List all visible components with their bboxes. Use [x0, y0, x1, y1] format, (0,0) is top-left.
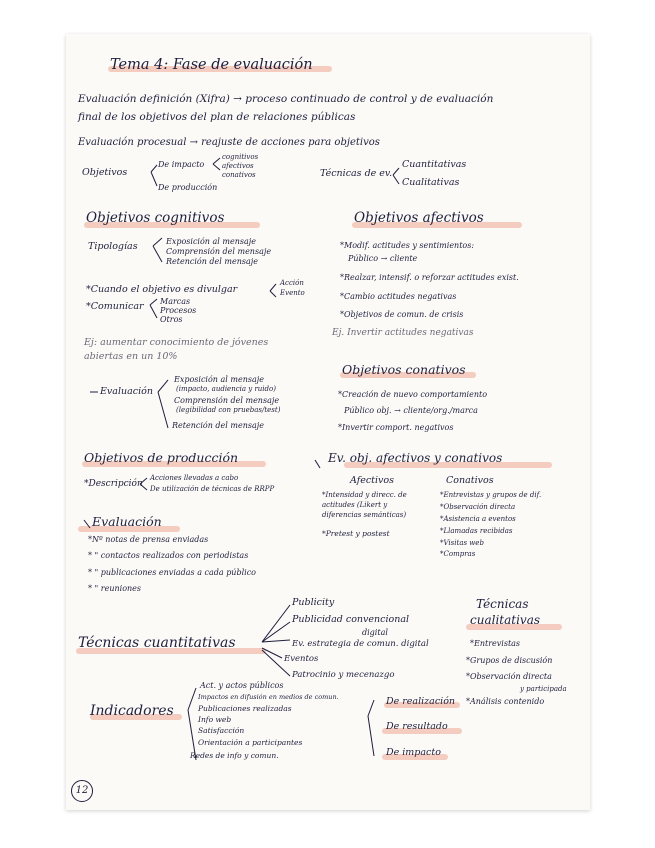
ev-afectivos-col1-item-1: actitudes (Likert y	[322, 501, 388, 509]
cog-ev-item-0: Exposición al mensaje	[174, 375, 264, 384]
cognitivos-evaluacion-label: Evaluación	[100, 386, 153, 397]
evaluacion-item-0: *Nº notas de prensa enviadas	[88, 535, 209, 544]
cualitativas-item-0: *Entrevistas	[470, 639, 521, 648]
intro-line-2: final de los objetivos del plan de relaciones públicas	[78, 111, 356, 123]
indicadores-item-6: Redes de info y comun.	[190, 751, 279, 760]
evaluacion-item-1: * " contactos realizados con periodistas	[88, 551, 249, 560]
cualitativas-item-1: *Grupos de discusión	[466, 656, 553, 665]
indicadores-item-3: Info web	[198, 715, 232, 724]
tipologia-2: Retención del mensaje	[166, 257, 258, 266]
indicador-type-realizacion: De realización	[386, 696, 456, 707]
conativos-item-2: *Invertir comport. negativos	[338, 423, 454, 432]
afectivos-heading: Objetivos afectivos	[354, 210, 484, 226]
impacto-sub-2: conativos	[222, 171, 256, 179]
evaluacion-item-2: * " publicaciones enviadas a cada público	[88, 568, 256, 577]
cuantitativas-item-0: Publicity	[292, 597, 335, 608]
difundir-item-1: Evento	[280, 289, 305, 297]
comunicar-label: *Comunicar	[86, 301, 144, 312]
cog-ev-item-3: (legibilidad con pruebas/test)	[176, 406, 281, 414]
cog-ev-item-4: Retención del mensaje	[172, 421, 264, 430]
impacto-sub-1: afectivos	[222, 162, 254, 170]
produccion-item-0: Acciones llevadas a cabo	[150, 474, 239, 482]
objetivos-produccion: De producción	[158, 183, 218, 192]
tecnicas-ev-item-1: Cualitativas	[402, 177, 460, 188]
ev-conativos-col2-item-1: *Observación directa	[440, 503, 516, 511]
intro-line-3: Evaluación procesual → reajuste de acciones para objetivos	[78, 137, 380, 148]
cognitivos-heading: Objetivos cognitivos	[86, 210, 225, 226]
indicadores-item-0: Act. y actos públicos	[200, 681, 284, 690]
cog-ev-item-2: Comprensión del mensaje	[174, 396, 280, 405]
comunicar-item-1: Procesos	[160, 306, 197, 315]
objetivos-label: Objetivos	[82, 167, 128, 178]
page-number: 12	[71, 780, 93, 802]
cualitativas-heading-1: Técnicas	[476, 597, 529, 611]
cuantitativas-item-4: Eventos	[284, 654, 319, 664]
tipologias-label: Tipologías	[88, 241, 138, 252]
page-title: Tema 4: Fase de evaluación	[110, 57, 313, 73]
indicadores-item-5: Orientación a participantes	[198, 738, 303, 747]
afectivos-item-1: Público → cliente	[348, 254, 418, 263]
cognitivos-example-2: abiertas en un 10%	[84, 351, 178, 362]
indicadores-item-4: Satisfacción	[198, 726, 245, 735]
comunicar-item-2: Otros	[160, 315, 183, 324]
produccion-descripcion: *Descripción	[84, 479, 143, 489]
conativos-heading: Objetivos conativos	[342, 362, 466, 377]
ev-afectivos-col1-head: Afectivos	[350, 475, 394, 486]
afectivos-item-3: *Cambio actitudes negativas	[340, 292, 457, 301]
cualitativas-heading-2: cualitativas	[470, 613, 541, 627]
intro-line-1: Evaluación definición (Xifra) → proceso continuado de control y de evaluación	[78, 93, 494, 105]
produccion-item-1: De utilización de técnicas de RRPP	[150, 485, 275, 493]
afectivos-item-4: *Objetivos de comun. de crisis	[340, 310, 464, 319]
ev-conativos-col2-item-3: *Llamadas recibidas	[440, 527, 513, 535]
impacto-sub-0: cognitivos	[222, 153, 259, 161]
cuantitativas-item-3: Ev. estrategia de comun. digital	[292, 639, 429, 649]
ev-afectivos-col1-item-3: *Pretest y postest	[322, 529, 390, 538]
tipologia-0: Exposición al mensaje	[166, 237, 256, 246]
indicador-type-resultado: De resultado	[386, 721, 448, 732]
ev-conativos-col2-head: Conativos	[446, 475, 494, 486]
indicador-type-impacto: De impacto	[386, 747, 441, 758]
evaluacion-heading: Evaluación	[92, 514, 162, 529]
comunicar-item-0: Marcas	[160, 297, 191, 306]
cualitativas-item-2: *Observación directa	[466, 672, 552, 681]
tecnicas-ev-item-0: Cuantitativas	[402, 159, 467, 170]
cuantitativas-item-1: Publicidad convencional	[292, 614, 410, 625]
ev-afectivos-col1-item-0: *Intensidad y direcc. de	[322, 491, 407, 499]
tipologia-1: Comprensión del mensaje	[166, 247, 272, 256]
indicadores-item-2: Publicaciones realizadas	[198, 704, 292, 713]
ev-conativos-col2-item-4: *Visitas web	[440, 539, 484, 547]
cognitivos-example-1: Ej: aumentar conocimiento de jóvenes	[84, 337, 269, 348]
afectivos-item-0: *Modif. actitudes y sentimientos:	[340, 241, 475, 250]
cuantitativas-item-5: Patrocinio y mecenazgo	[292, 670, 395, 680]
afectivos-item-2: *Realzar, intensif. o reforzar actitudes exist.	[340, 273, 519, 282]
produccion-heading: Objetivos de producción	[84, 450, 239, 465]
difundir-label: *Cuando el objetivo es divulgar	[86, 284, 238, 295]
ev-conativos-col2-item-5: *Compras	[440, 550, 476, 558]
cualitativas-item-4: *Análisis contenido	[466, 697, 545, 706]
cualitativas-item-3: y participada	[520, 685, 567, 693]
ev-conativos-col2-item-0: *Entrevistas y grupos de dif.	[440, 491, 542, 499]
conativos-item-1: Público obj. → cliente/org./marca	[344, 406, 478, 415]
objetivos-impacto: De impacto	[158, 160, 205, 169]
evaluacion-item-3: * " reuniones	[88, 584, 141, 593]
cog-ev-item-1: (impacto, audiencia y ruido)	[176, 385, 276, 393]
difundir-item-0: Acción	[280, 279, 304, 287]
cuantitativas-heading: Técnicas cuantitativas	[78, 635, 236, 651]
indicadores-item-1: Impactos en difusión en medios de comun.	[198, 693, 339, 701]
indicadores-heading: Indicadores	[90, 703, 174, 719]
cuantitativas-item-2: digital	[362, 628, 388, 637]
conativos-item-0: *Creación de nuevo comportamiento	[338, 390, 488, 399]
ev-conativos-col2-item-2: *Asistencia a eventos	[440, 515, 516, 523]
ev-afectivos-heading: Ev. obj. afectivos y conativos	[328, 451, 503, 465]
afectivos-item-5: Ej. Invertir actitudes negativas	[332, 328, 474, 338]
ev-afectivos-col1-item-2: diferencias semánticas)	[322, 511, 407, 519]
tecnicas-ev-label: Técnicas de ev.	[320, 168, 393, 179]
